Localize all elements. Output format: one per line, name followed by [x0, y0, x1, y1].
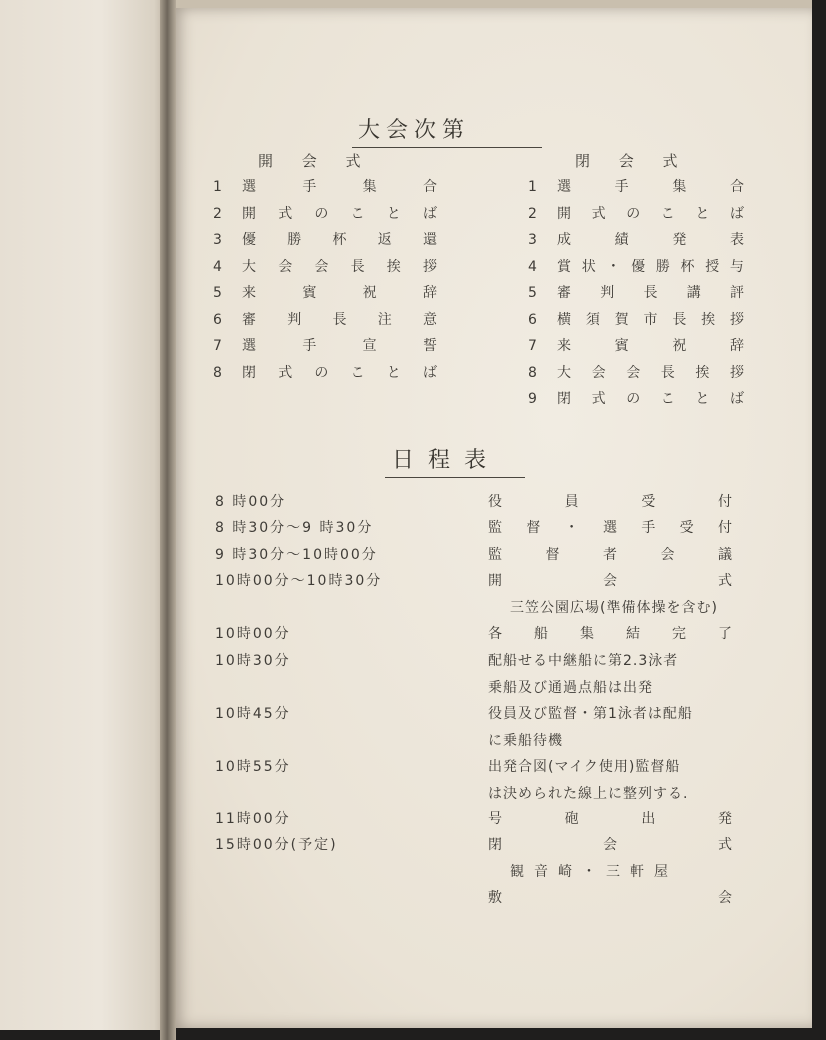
opening-item-text: 閉 式 の こ と ば — [242, 364, 437, 381]
opening-item-number: 6 — [213, 311, 222, 328]
opening-item-text: 来 賓 祝 辞 — [242, 285, 437, 301]
closing-item-number: 8 — [528, 364, 537, 381]
closing-item-number: 9 — [528, 391, 537, 407]
closing-item-number: 5 — [528, 285, 537, 301]
schedule-description: 役 員 受 付 — [488, 494, 732, 510]
closing-item-text: 横 須 賀 市 長 挨 拶 — [557, 311, 744, 328]
schedule-time: 10時45分 — [215, 706, 291, 722]
left-page — [0, 0, 168, 1030]
schedule-time: 10時30分 — [215, 653, 291, 669]
closing-item-number: 6 — [528, 311, 537, 328]
schedule-description: 役員及び監督・第1泳者は配船 — [488, 706, 693, 722]
opening-item-number: 5 — [213, 285, 222, 301]
opening-item-number: 4 — [213, 258, 222, 275]
schedule-description: 監 督 ・ 選 手 受 付 — [488, 520, 732, 536]
closing-item-text: 賞 状 ・ 優 勝 杯 授 与 — [557, 258, 744, 275]
closing-item-text: 来 賓 祝 辞 — [557, 338, 744, 354]
opening-item-number: 7 — [213, 338, 222, 354]
opening-item-text: 選 手 宣 誓 — [242, 338, 437, 354]
closing-item-number: 2 — [528, 205, 537, 222]
schedule-time: 10時00分～10時30分 — [215, 573, 383, 589]
closing-item-number: 3 — [528, 232, 537, 248]
book-gutter — [160, 0, 176, 1040]
schedule-description: 配船せる中継船に第2.3泳者 — [488, 653, 679, 669]
closing-item-text: 選 手 集 合 — [557, 179, 744, 195]
opening-heading: 開 会 式 — [258, 152, 373, 170]
opening-item-text: 開 式 の こ と ば — [242, 205, 437, 222]
schedule-description: 敷 会 — [488, 890, 732, 906]
opening-item-text: 優 勝 杯 返 還 — [242, 232, 437, 248]
schedule-title: 日程表 — [392, 448, 501, 473]
schedule-time: 11時00分 — [215, 811, 291, 827]
closing-item-text: 成 績 発 表 — [557, 232, 744, 248]
closing-item-number: 4 — [528, 258, 537, 275]
closing-heading: 閉 会 式 — [575, 152, 690, 170]
closing-item-number: 7 — [528, 338, 537, 354]
schedule-description: 出発合図(マイク使用)監督船 — [488, 759, 681, 775]
schedule-description: 閉 会 式 — [488, 837, 732, 853]
schedule-time: 10時55分 — [215, 759, 291, 775]
schedule-description: 開 会 式 — [488, 573, 732, 589]
opening-item-number: 8 — [213, 364, 222, 381]
opening-item-number: 2 — [213, 205, 222, 222]
closing-item-number: 1 — [528, 179, 537, 195]
schedule-description: は決められた線上に整列する. — [488, 785, 689, 802]
schedule-description: 三笠公園広場(準備体操を含む) — [510, 599, 718, 616]
opening-item-text: 審 判 長 注 意 — [242, 311, 437, 328]
schedule-description: 各 船 集 結 完 了 — [488, 626, 732, 642]
schedule-time: 15時00分(予定) — [215, 837, 338, 853]
schedule-description: 乗船及び通過点船は出発 — [488, 679, 653, 696]
opening-item-text: 選 手 集 合 — [242, 179, 437, 195]
schedule-title-underline — [385, 477, 525, 478]
program-title-underline — [352, 147, 542, 148]
program-title: 大会次第 — [358, 118, 471, 143]
opening-item-number: 3 — [213, 232, 222, 248]
schedule-time: 8 時00分 — [215, 494, 287, 510]
schedule-time: 8 時30分～9 時30分 — [215, 520, 374, 536]
opening-item-number: 1 — [213, 179, 222, 195]
schedule-time: 9 時30分～10時00分 — [215, 547, 378, 563]
opening-item-text: 大 会 会 長 挨 拶 — [242, 258, 437, 275]
closing-item-text: 開 式 の こ と ば — [557, 205, 744, 222]
schedule-description: 観音崎・三軒屋 — [510, 863, 678, 880]
schedule-description: に乗船待機 — [488, 732, 563, 749]
schedule-description: 監 督 者 会 議 — [488, 547, 732, 563]
closing-item-text: 閉 式 の こ と ば — [557, 391, 744, 407]
closing-item-text: 大 会 会 長 挨 拶 — [557, 364, 744, 381]
schedule-description: 号 砲 出 発 — [488, 811, 732, 827]
schedule-time: 10時00分 — [215, 626, 291, 642]
closing-item-text: 審 判 長 講 評 — [557, 285, 744, 301]
